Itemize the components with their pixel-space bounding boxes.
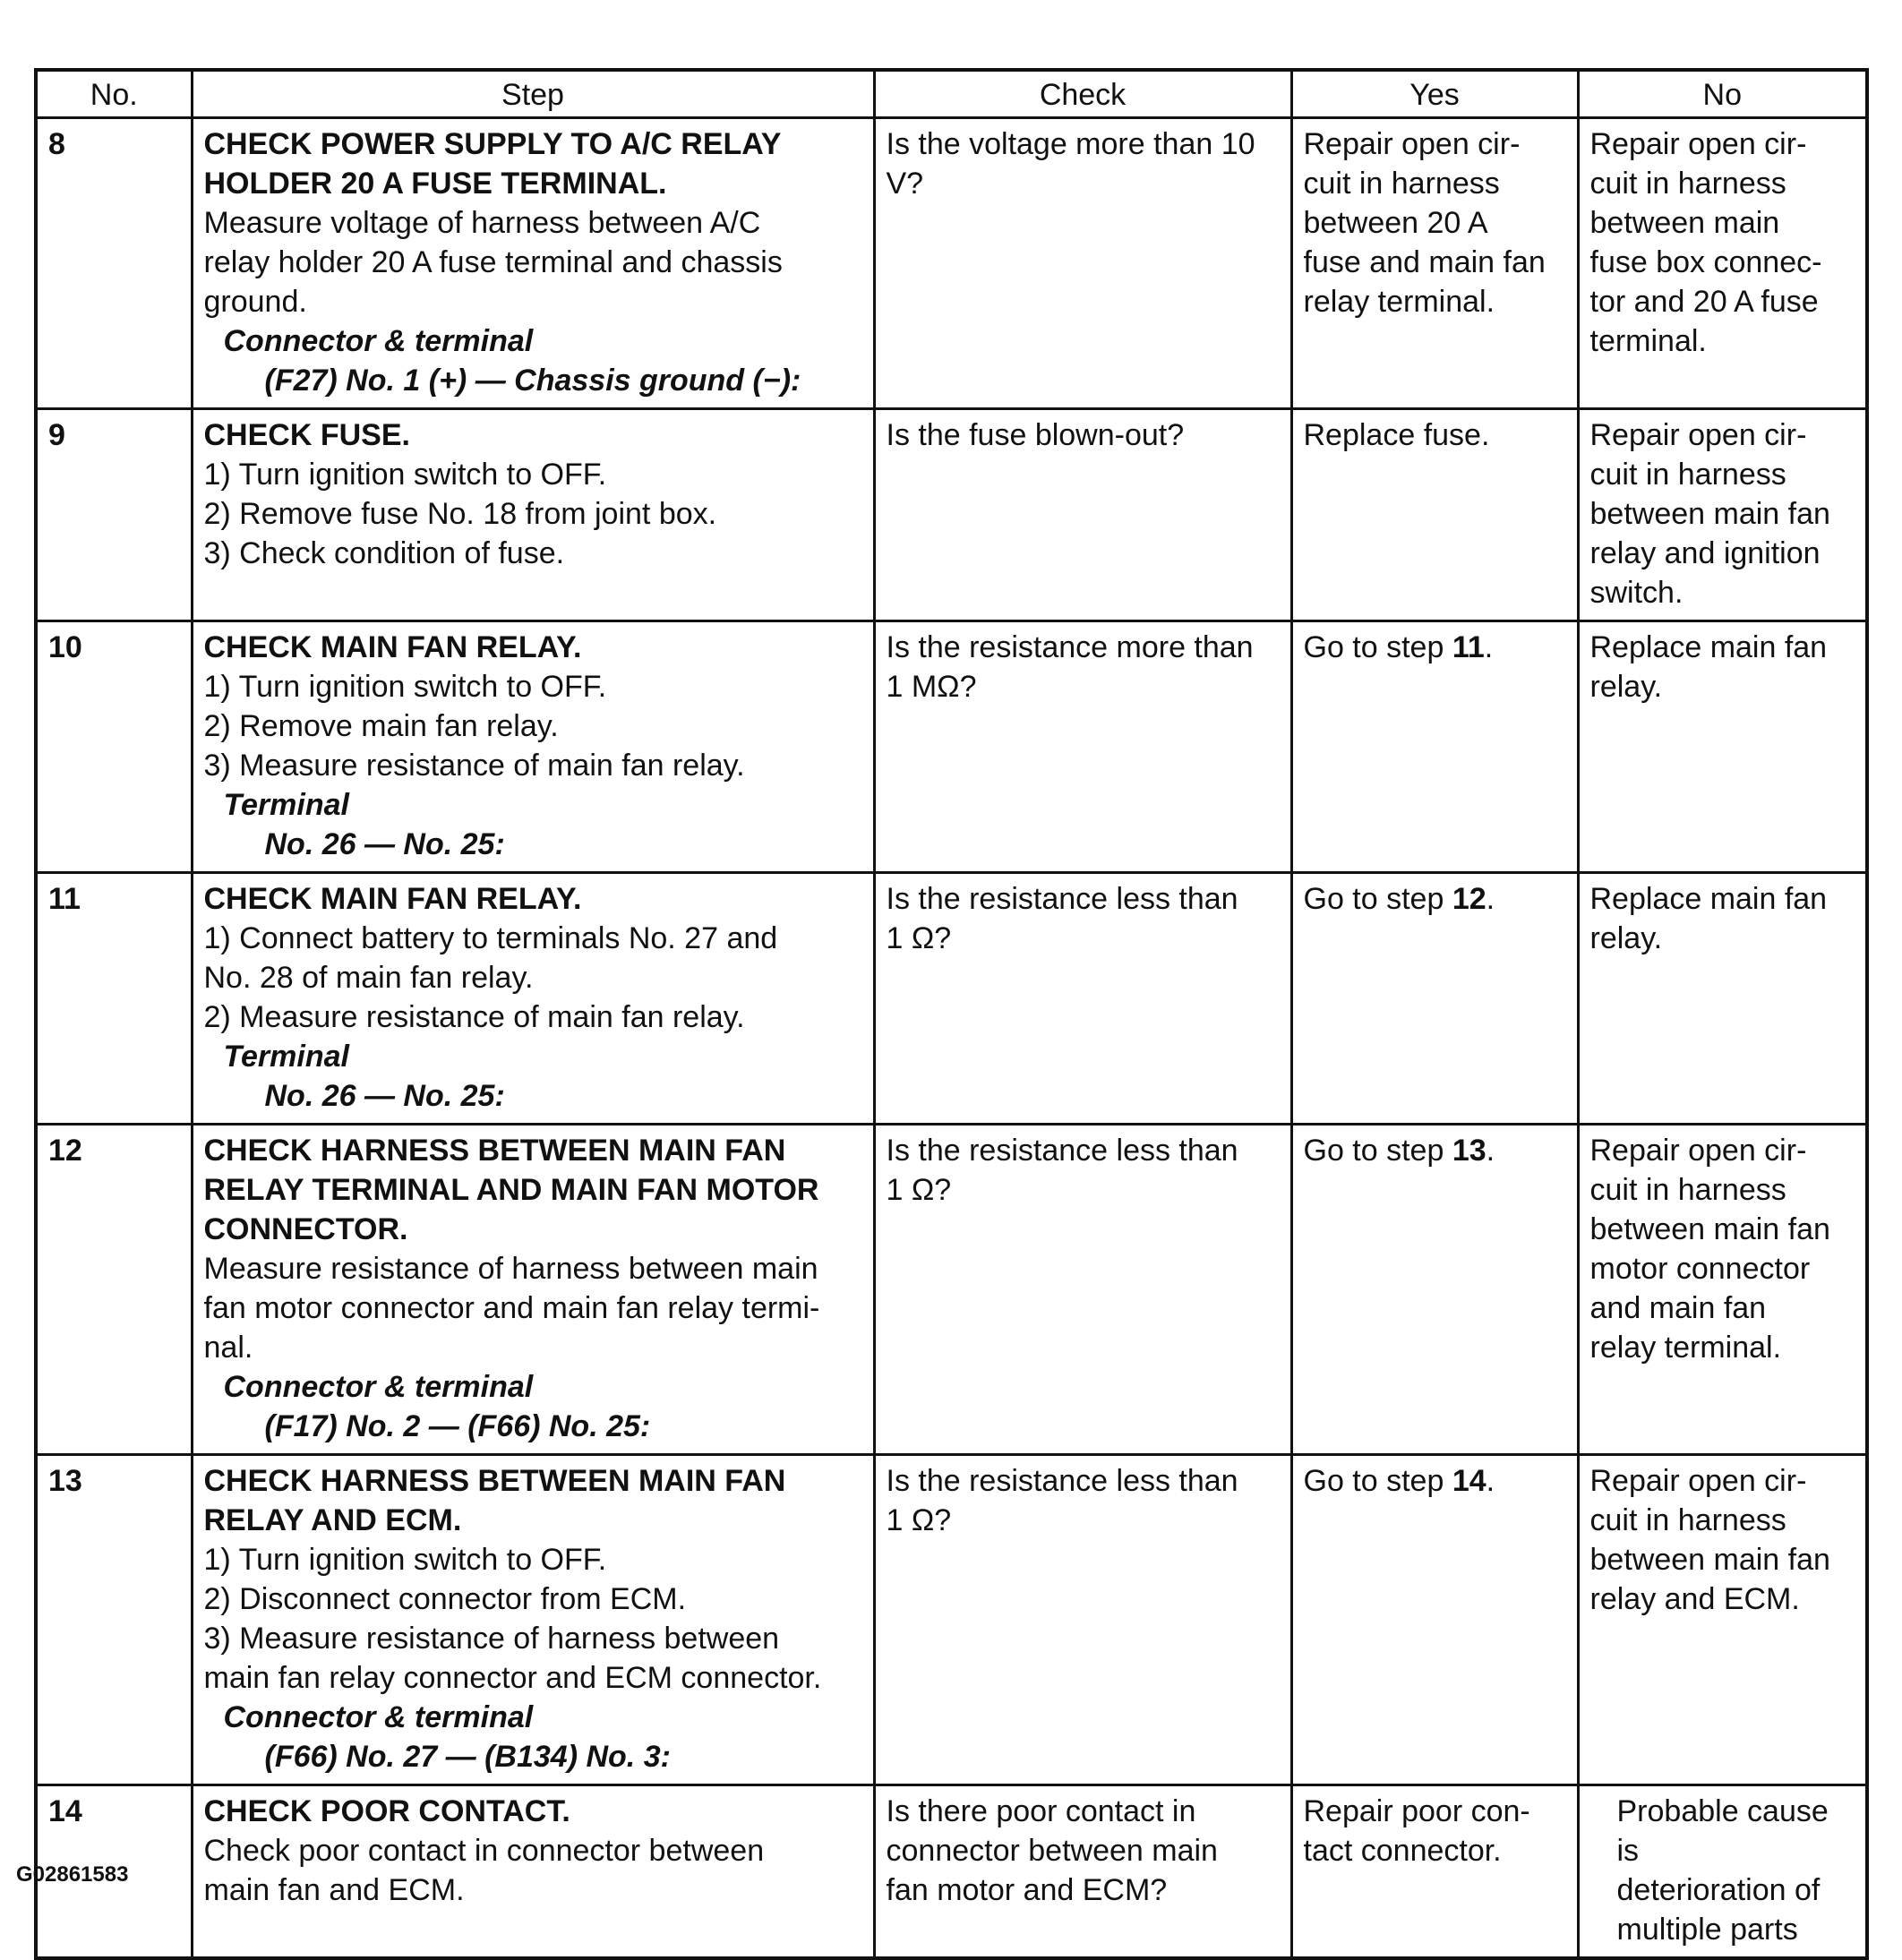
no-text: cuit in harness [1589, 1173, 1786, 1207]
no-text: switch. [1589, 576, 1684, 610]
yes-cell [1291, 118, 1578, 409]
table-row [36, 409, 1867, 621]
spec-label: Connector & terminal [223, 1700, 534, 1734]
step-text: 1) Turn ignition switch to OFF. [203, 458, 607, 492]
yes-cell [1291, 873, 1578, 1125]
yes-text [1304, 1131, 1566, 1170]
yes-step-ref: 12 [1452, 882, 1486, 916]
no-cell [1578, 1455, 1867, 1785]
yes-text: fuse and main fan [1303, 245, 1546, 279]
no-text: Repair open cir- [1589, 1464, 1807, 1498]
check-cell [874, 873, 1291, 1125]
yes-text: relay terminal. [1303, 285, 1495, 319]
diagnostic-table [34, 68, 1869, 1960]
check-cell [874, 118, 1291, 409]
yes-suffix: . [1486, 882, 1495, 916]
yes-cell [1291, 1125, 1578, 1455]
yes-prefix: Go to step [1303, 1464, 1452, 1498]
step-text: 1) Turn ignition switch to OFF. [203, 670, 607, 704]
yes-suffix: . [1486, 1134, 1495, 1168]
yes-cell [1291, 409, 1578, 621]
yes-prefix: Go to step [1303, 630, 1452, 664]
step-text: 2) Remove fuse No. 18 from joint box. [203, 497, 717, 531]
step-title: RELAY AND ECM. [203, 1503, 462, 1537]
no-text: relay and ignition [1589, 536, 1821, 570]
no-text: relay and ECM. [1589, 1582, 1800, 1616]
step-text: 2) Disconnect connector from ECM. [203, 1582, 687, 1616]
header-no-result: No [1578, 70, 1867, 118]
step-cell [192, 409, 874, 621]
no-text: relay. [1589, 921, 1663, 955]
step-text: relay holder 20 A fuse terminal and chassis [203, 245, 783, 279]
step-cell [192, 873, 874, 1125]
step-number: 11 [36, 873, 192, 1125]
step-cell [192, 118, 874, 409]
no-text: and main fan [1589, 1291, 1767, 1325]
yes-text [1304, 628, 1566, 667]
yes-cell [1291, 621, 1578, 873]
step-text: 3) Measure resistance of harness between [203, 1622, 780, 1656]
no-text: Probable cause is [1616, 1794, 1829, 1868]
check-cell [874, 621, 1291, 873]
spec-label: Terminal [223, 788, 349, 822]
no-text: Replace main fan [1589, 630, 1828, 664]
no-text: Repair open cir- [1589, 127, 1807, 161]
table-row [36, 1125, 1867, 1455]
step-text: Measure resistance of harness between main [203, 1252, 818, 1286]
check-text: connector between main [886, 1834, 1218, 1868]
step-text: No. 28 of main fan relay. [203, 961, 534, 995]
no-text: relay terminal. [1589, 1331, 1782, 1365]
step-text: 2) Measure resistance of main fan relay. [203, 1000, 745, 1034]
check-text: 1 Ω? [886, 1173, 952, 1207]
table-row [36, 621, 1867, 873]
yes-text: Replace fuse. [1303, 418, 1490, 452]
step-title: CHECK HARNESS BETWEEN MAIN FAN [203, 1134, 786, 1168]
no-text: between main fan [1589, 497, 1830, 531]
table-row [36, 118, 1867, 409]
no-cell [1578, 409, 1867, 621]
no-text: terminal. [1589, 324, 1707, 358]
step-cell [192, 1125, 874, 1455]
step-text: Check poor contact in connector between [203, 1834, 765, 1868]
no-text: motor connector [1589, 1252, 1811, 1286]
no-text: relay. [1589, 670, 1663, 704]
step-title: CHECK MAIN FAN RELAY. [203, 882, 582, 916]
no-cell [1578, 1125, 1867, 1455]
step-text: 3) Check condition of fuse. [203, 536, 565, 570]
step-text: 2) Remove main fan relay. [203, 709, 559, 743]
yes-prefix: Go to step [1303, 882, 1452, 916]
no-text: cuit in harness [1589, 458, 1786, 492]
yes-step-ref: 13 [1452, 1134, 1486, 1168]
yes-text: tact connector. [1303, 1834, 1502, 1868]
check-cell [874, 1125, 1291, 1455]
yes-text [1304, 879, 1566, 919]
check-text: Is the resistance more than [886, 630, 1254, 664]
spec-value: (F17) No. 2 — (F66) No. 25: [264, 1409, 651, 1443]
no-cell [1578, 118, 1867, 409]
yes-suffix: . [1486, 1464, 1495, 1498]
yes-text: between 20 A [1303, 206, 1488, 240]
step-title: CHECK HARNESS BETWEEN MAIN FAN [203, 1464, 786, 1498]
step-cell [192, 621, 874, 873]
check-text: Is there poor contact in [886, 1794, 1196, 1828]
yes-cell [1291, 1785, 1578, 1959]
yes-step-ref: 11 [1452, 630, 1485, 664]
step-text: 1) Turn ignition switch to OFF. [203, 1543, 607, 1577]
step-title: CONNECTOR. [203, 1212, 408, 1246]
step-number: 14 [36, 1785, 192, 1959]
step-number: 9 [36, 409, 192, 621]
step-text: main fan and ECM. [203, 1873, 465, 1907]
header-no: No. [36, 70, 192, 118]
check-text: Is the resistance less than [886, 1464, 1238, 1498]
step-cell [192, 1785, 874, 1959]
step-title: CHECK POWER SUPPLY TO A/C RELAY [203, 127, 782, 161]
no-cell [1578, 873, 1867, 1125]
step-text: main fan relay connector and ECM connector. [203, 1661, 822, 1695]
header-yes: Yes [1291, 70, 1578, 118]
spec-value: (F27) No. 1 (+) — Chassis ground (−): [264, 364, 801, 398]
no-text: between main fan [1589, 1212, 1830, 1246]
step-title: CHECK FUSE. [203, 418, 410, 452]
no-cell [1578, 1785, 1867, 1959]
table-row [36, 1455, 1867, 1785]
figure-id-footnote: G02861583 [16, 1862, 129, 1887]
step-title: HOLDER 20 A FUSE TERMINAL. [203, 167, 667, 201]
yes-prefix: Go to step [1303, 1134, 1452, 1168]
check-text: 1 MΩ? [886, 670, 977, 704]
check-cell [874, 1455, 1291, 1785]
spec-value: No. 26 — No. 25: [264, 827, 505, 861]
spec-label: Connector & terminal [223, 1370, 534, 1404]
step-title: RELAY TERMINAL AND MAIN FAN MOTOR [203, 1173, 819, 1207]
check-text: Is the voltage more than 10 [886, 127, 1255, 161]
yes-text [1304, 1461, 1566, 1501]
step-text: Measure voltage of harness between A/C [203, 206, 761, 240]
spec-value: (F66) No. 27 — (B134) No. 3: [264, 1740, 671, 1774]
diagnostic-table-sheet [34, 68, 1865, 1960]
header-row [36, 70, 1867, 118]
no-text: cuit in harness [1589, 1503, 1786, 1537]
no-text: multiple parts [1616, 1913, 1798, 1947]
step-number: 10 [36, 621, 192, 873]
table-row [36, 1785, 1867, 1959]
yes-cell [1291, 1455, 1578, 1785]
no-text: cuit in harness [1589, 167, 1786, 201]
header-check: Check [874, 70, 1291, 118]
check-text: Is the fuse blown-out? [886, 418, 1185, 452]
step-number: 8 [36, 118, 192, 409]
check-text: 1 Ω? [886, 1503, 952, 1537]
no-text: between main [1589, 206, 1780, 240]
yes-text: Repair open cir- [1303, 127, 1521, 161]
no-text: between main fan [1589, 1543, 1830, 1577]
step-number: 12 [36, 1125, 192, 1455]
spec-label: Terminal [223, 1040, 349, 1074]
no-text: Repair open cir- [1589, 418, 1807, 452]
no-text: tor and 20 A fuse [1589, 285, 1819, 319]
check-text: V? [886, 167, 924, 201]
check-cell [874, 1785, 1291, 1959]
check-text: Is the resistance less than [886, 882, 1238, 916]
no-cell [1578, 621, 1867, 873]
step-title: CHECK MAIN FAN RELAY. [203, 630, 582, 664]
yes-suffix: . [1484, 630, 1494, 664]
header-step: Step [192, 70, 874, 118]
step-text: 1) Connect battery to terminals No. 27 and [203, 921, 778, 955]
check-text: 1 Ω? [886, 921, 952, 955]
step-title: CHECK POOR CONTACT. [203, 1794, 570, 1828]
yes-text: Repair poor con- [1303, 1794, 1530, 1828]
spec-label: Connector & terminal [223, 324, 534, 358]
no-text: deterioration of [1616, 1873, 1821, 1907]
yes-step-ref: 14 [1452, 1464, 1486, 1498]
check-cell [874, 409, 1291, 621]
no-text: Replace main fan [1589, 882, 1828, 916]
spec-value: No. 26 — No. 25: [264, 1079, 505, 1113]
table-row [36, 873, 1867, 1125]
step-cell [192, 1455, 874, 1785]
step-text: 3) Measure resistance of main fan relay. [203, 749, 745, 783]
no-text: fuse box connec- [1589, 245, 1822, 279]
check-text: fan motor and ECM? [886, 1873, 1168, 1907]
step-number: 13 [36, 1455, 192, 1785]
step-text: fan motor connector and main fan relay termi- [203, 1291, 820, 1325]
no-text: Repair open cir- [1589, 1134, 1807, 1168]
step-text: nal. [203, 1331, 253, 1365]
step-text: ground. [203, 285, 307, 319]
check-text: Is the resistance less than [886, 1134, 1238, 1168]
yes-text: cuit in harness [1303, 167, 1500, 201]
